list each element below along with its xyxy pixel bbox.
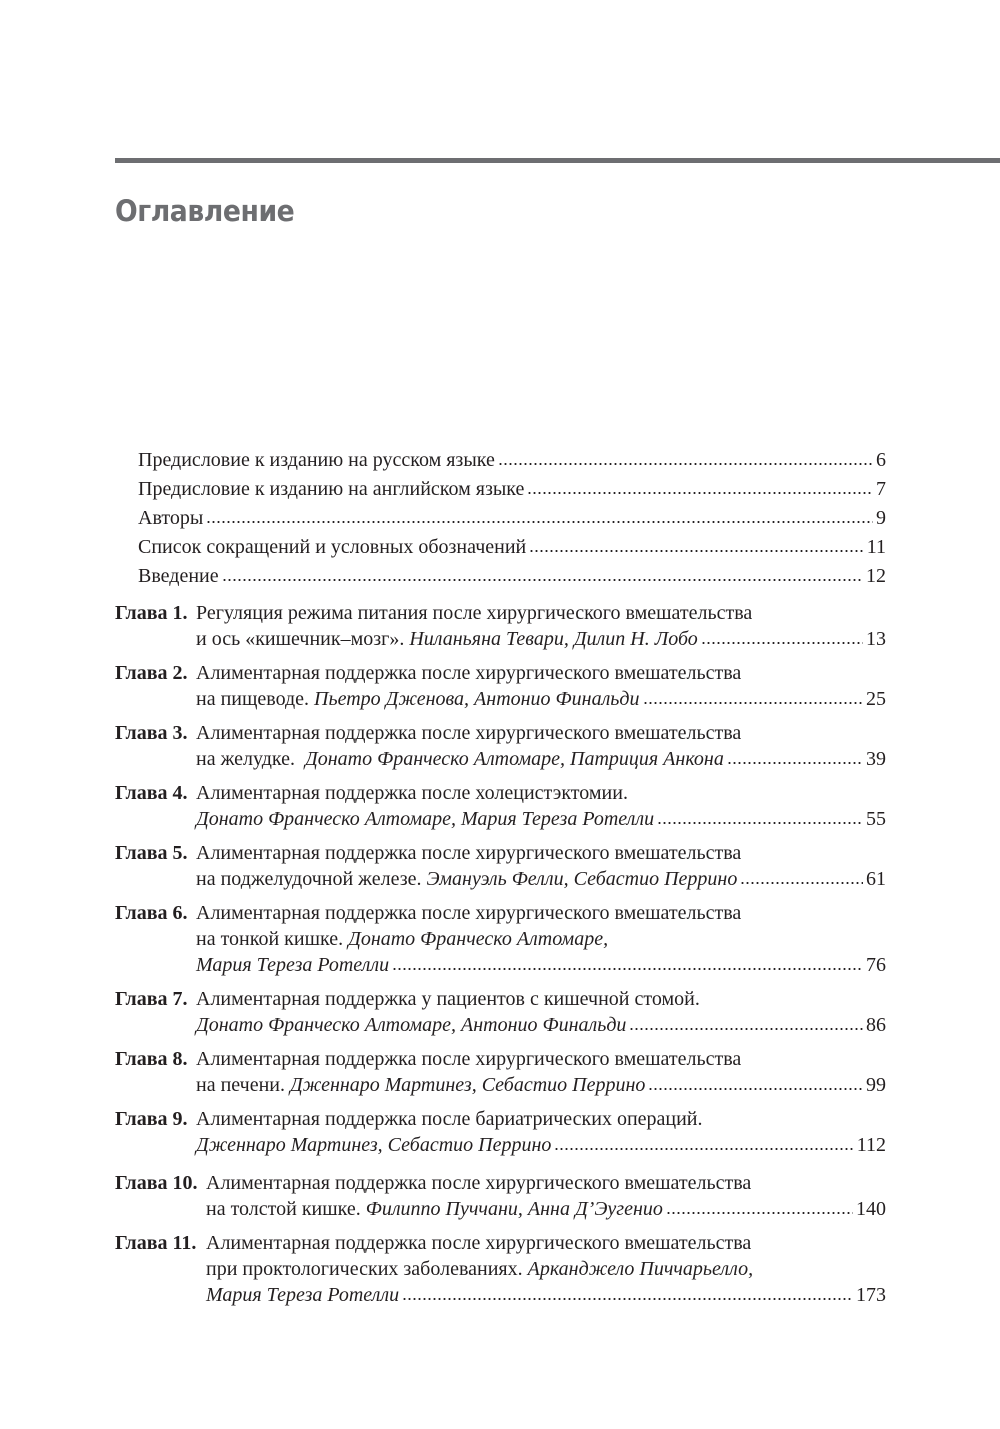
toc-entry-page: 11	[866, 536, 886, 558]
chapter-page: 173	[856, 1284, 886, 1306]
chapter-title-text: Алиментарная поддержка после бариатрических операций.	[196, 1108, 703, 1130]
chapter-page: 39	[866, 748, 886, 770]
dot-leader	[666, 1211, 853, 1215]
chapter-authors: Филиппо Пуччани, Анна Д’Эугенио	[365, 1198, 663, 1220]
chapter-line	[196, 1132, 886, 1158]
toc-chapter-entry[interactable]	[115, 900, 886, 978]
chapter-line	[196, 986, 886, 1012]
chapter-title-text: на тонкой кишке.	[196, 928, 349, 950]
chapter-label: Глава 3.	[115, 722, 188, 744]
chapter-line	[206, 1256, 886, 1282]
chapter-label: Глава 8.	[115, 1048, 188, 1070]
chapter-line	[196, 686, 886, 712]
chapter-page: 25	[866, 688, 886, 710]
chapter-label: Глава 2.	[115, 662, 188, 684]
dot-leader	[629, 1027, 863, 1031]
toc-entry-title: Предисловие к изданию на русском языке	[138, 449, 495, 471]
chapter-label: Глава 7.	[115, 988, 188, 1010]
chapter-line	[196, 1106, 886, 1132]
chapter-body	[196, 660, 886, 712]
chapter-title-text: на толстой кишке.	[206, 1198, 366, 1220]
dot-leader	[648, 1087, 863, 1091]
chapter-title-text: Алиментарная поддержка у пациентов с кишечной стомой.	[196, 988, 700, 1010]
chapter-body	[196, 1106, 886, 1158]
toc-entry[interactable]	[115, 562, 886, 591]
toc-entry-title: Авторы	[138, 507, 204, 529]
chapter-page: 99	[866, 1074, 886, 1096]
toc-chapter-entry[interactable]	[115, 660, 886, 712]
toc-entry-title: Введение	[138, 565, 219, 587]
page-title: Оглавление	[115, 194, 295, 228]
chapter-title-text: Алиментарная поддержка после хирургического вмешательства	[196, 1048, 742, 1070]
chapter-line	[196, 746, 886, 772]
chapter-page: 112	[856, 1134, 886, 1156]
chapter-title-text: Регуляция режима питания после хирургического вмешательства	[196, 602, 753, 624]
chapter-authors: Донато Франческо Алтомаре, Мария Тереза Ротелли	[196, 808, 655, 830]
toc-chapter-entry[interactable]	[115, 1046, 886, 1098]
chapter-body	[196, 720, 886, 772]
dot-leader	[701, 641, 863, 645]
dot-leader	[740, 881, 863, 885]
chapter-authors: Донато Франческо Алтомаре, Патриция Анкона	[305, 748, 724, 770]
chapter-line	[196, 952, 886, 978]
toc-entry-title: Список сокращений и условных обозначений	[138, 536, 527, 558]
chapter-authors: Ниланьяна Тевари, Дилип Н. Лобо	[409, 628, 698, 650]
chapter-line	[196, 1072, 886, 1098]
chapter-page: 140	[856, 1198, 886, 1220]
chapter-title-text: на пищеводе.	[196, 688, 315, 710]
chapter-line	[196, 720, 886, 746]
chapter-title-text: Алиментарная поддержка после холецистэктомии.	[196, 782, 628, 804]
table-of-contents	[115, 446, 886, 1308]
toc-entry[interactable]	[115, 504, 886, 533]
chapter-title-text: и ось «кишечник–мозг».	[196, 628, 410, 650]
dot-leader	[657, 821, 863, 825]
chapter-title-text: на поджелудочной железе.	[196, 868, 427, 890]
toc-entry[interactable]	[115, 533, 886, 562]
chapter-body	[196, 600, 886, 652]
chapter-body	[196, 1046, 886, 1098]
chapter-label: Глава 6.	[115, 902, 188, 924]
toc-chapter-entry[interactable]	[115, 1170, 886, 1222]
chapter-line	[196, 780, 886, 806]
dot-leader	[527, 491, 873, 495]
chapter-body	[196, 900, 886, 978]
chapter-line	[196, 866, 886, 892]
chapter-label: Глава 5.	[115, 842, 188, 864]
toc-chapter-entry[interactable]	[115, 780, 886, 832]
chapter-label: Глава 9.	[115, 1108, 188, 1130]
chapter-title-text: Алиментарная поддержка после хирургического вмешательства	[206, 1232, 752, 1254]
chapter-page: 86	[866, 1014, 886, 1036]
toc-entry[interactable]	[115, 446, 886, 475]
chapter-title-text: Алиментарная поддержка после хирургического вмешательства	[196, 722, 742, 744]
dot-leader	[222, 578, 863, 582]
chapter-authors: Донато Франческо Алтомаре,	[348, 928, 609, 950]
chapter-line	[196, 806, 886, 832]
dot-leader	[554, 1147, 853, 1151]
chapter-authors: Эмануэль Фелли, Себастио Перрино	[426, 868, 738, 890]
chapter-body	[196, 986, 886, 1038]
chapter-authors: Дженнаро Мартинез, Себастио Перрино	[290, 1074, 646, 1096]
chapter-authors: Донато Франческо Алтомаре, Антонио Финальди	[196, 1014, 627, 1036]
dot-leader	[498, 462, 873, 466]
dot-leader	[392, 967, 863, 971]
toc-entry[interactable]	[115, 475, 886, 504]
header-rule	[115, 158, 1000, 163]
chapter-authors: Мария Тереза Ротелли	[196, 954, 390, 976]
toc-chapter-entry[interactable]	[115, 1106, 886, 1158]
chapter-line	[196, 600, 886, 626]
chapter-line	[206, 1170, 886, 1196]
chapter-line	[196, 1012, 886, 1038]
toc-chapter-entry[interactable]	[115, 720, 886, 772]
chapter-line	[206, 1282, 886, 1308]
chapter-body	[206, 1170, 886, 1222]
chapter-page: 61	[866, 868, 886, 890]
toc-chapter-entry[interactable]	[115, 1230, 886, 1308]
dot-leader	[643, 701, 863, 705]
dot-leader	[402, 1297, 853, 1301]
chapter-line	[196, 900, 886, 926]
chapter-title-text: на печени.	[196, 1074, 291, 1096]
dot-leader	[727, 761, 863, 765]
chapter-title-text: Алиментарная поддержка после хирургического вмешательства	[196, 902, 742, 924]
chapter-line	[196, 660, 886, 686]
toc-entry-title: Предисловие к изданию на английском языке	[138, 478, 525, 500]
chapter-authors: Дженнаро Мартинез, Себастио Перрино	[196, 1134, 552, 1156]
chapter-label: Глава 1.	[115, 602, 188, 624]
chapter-page: 76	[866, 954, 886, 976]
chapter-page: 55	[866, 808, 886, 830]
chapter-authors: Пьетро Дженова, Антонио Финальди	[314, 688, 640, 710]
chapter-line	[206, 1230, 886, 1256]
toc-chapter-entry[interactable]	[115, 986, 886, 1038]
chapter-title-text: Алиментарная поддержка после хирургического вмешательства	[196, 842, 742, 864]
dot-leader	[206, 520, 873, 524]
toc-entry-page: 12	[866, 565, 886, 587]
chapter-authors: Мария Тереза Ротелли	[206, 1284, 400, 1306]
chapter-line	[206, 1196, 886, 1222]
chapter-line	[196, 840, 886, 866]
toc-chapter-entry[interactable]	[115, 600, 886, 652]
chapter-body	[206, 1230, 886, 1308]
chapter-label: Глава 11.	[115, 1232, 197, 1254]
dot-leader	[529, 549, 863, 553]
toc-entry-page: 9	[876, 507, 886, 529]
chapter-body	[196, 840, 886, 892]
chapter-page: 13	[866, 628, 886, 650]
toc-entry-page: 7	[876, 478, 886, 500]
chapter-line	[196, 1046, 886, 1072]
chapter-label: Глава 4.	[115, 782, 188, 804]
toc-chapter-entry[interactable]	[115, 840, 886, 892]
chapter-body	[196, 780, 886, 832]
chapter-line	[196, 926, 886, 952]
chapter-line	[196, 626, 886, 652]
chapter-label: Глава 10.	[115, 1172, 198, 1194]
chapter-title-text: при проктологических заболеваниях.	[206, 1258, 528, 1280]
toc-entry-page: 6	[876, 449, 886, 471]
chapter-title-text: Алиментарная поддержка после хирургического вмешательства	[196, 662, 742, 684]
chapter-title-text: Алиментарная поддержка после хирургического вмешательства	[206, 1172, 752, 1194]
chapter-title-text: на желудке.	[196, 748, 306, 770]
chapter-authors: Арканджело Пиччарьелло,	[527, 1258, 754, 1280]
